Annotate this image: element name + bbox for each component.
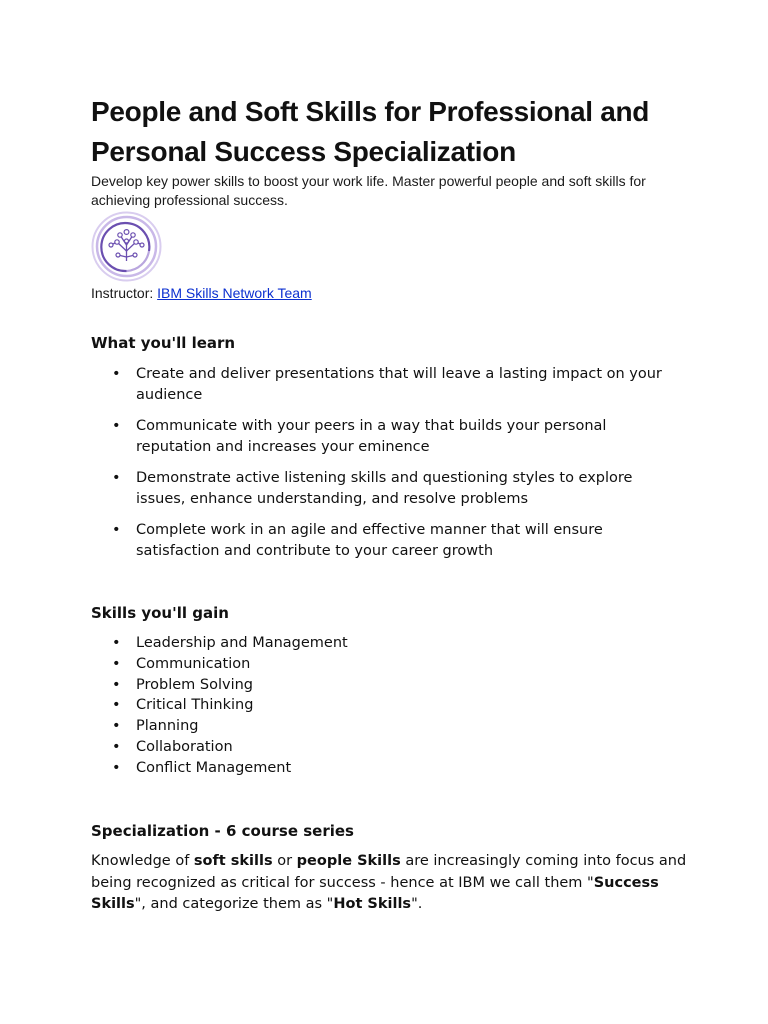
para-text: or <box>272 853 297 869</box>
para-text: ". <box>411 896 423 912</box>
para-bold: Hot Skills <box>333 896 412 912</box>
page-title: People and Soft Skills for Professional and Personal Success Specialization <box>91 96 650 167</box>
para-text: Knowledge of <box>91 853 194 869</box>
list-item: • Leadership and Management <box>91 633 681 654</box>
list-item: • Communicate with your peers in a way that builds your personal reputation and increases your eminence <box>91 416 681 458</box>
learn-heading: What you'll learn <box>91 334 236 352</box>
skills-list <box>91 633 681 779</box>
specialization-heading: Specialization - 6 course series <box>91 822 354 840</box>
list-item: • Communication <box>91 654 681 675</box>
specialization-logo <box>91 211 162 282</box>
para-bold: people Skills <box>296 853 401 869</box>
learn-list <box>91 364 681 572</box>
page-subtitle: Develop key power skills to boost your work life. Master powerful people and soft skills for achieving professional success. <box>91 173 646 208</box>
list-item: • Create and deliver presentations that will leave a lasting impact on your audience <box>91 364 681 406</box>
para-text: are increasingly coming into focus and being recognized as critical for success - hence at IBM we call them " <box>91 853 687 891</box>
list-item: • Critical Thinking <box>91 695 681 716</box>
list-item: • Planning <box>91 716 681 737</box>
list-item: • Collaboration <box>91 737 681 758</box>
list-item: • Problem Solving <box>91 675 681 696</box>
list-item: • Demonstrate active listening skills and questioning styles to explore issues, enhance understanding, and resolve problems <box>91 468 681 510</box>
instructor-line <box>91 284 312 303</box>
para-text: ", and categorize them as " <box>134 896 334 912</box>
list-item: • Conflict Management <box>91 758 681 779</box>
list-item: • Complete work in an agile and effective manner that will ensure satisfaction and contribute to your career growth <box>91 520 681 562</box>
para-bold: Success Skills <box>91 874 659 912</box>
instructor-label: Instructor: <box>91 285 158 301</box>
specialization-paragraph <box>91 851 691 916</box>
tree-badge-icon <box>91 211 162 282</box>
para-bold: soft skills <box>193 853 273 869</box>
skills-heading: Skills you'll gain <box>91 604 229 622</box>
instructor-link[interactable]: IBM Skills Network Team <box>157 285 312 301</box>
